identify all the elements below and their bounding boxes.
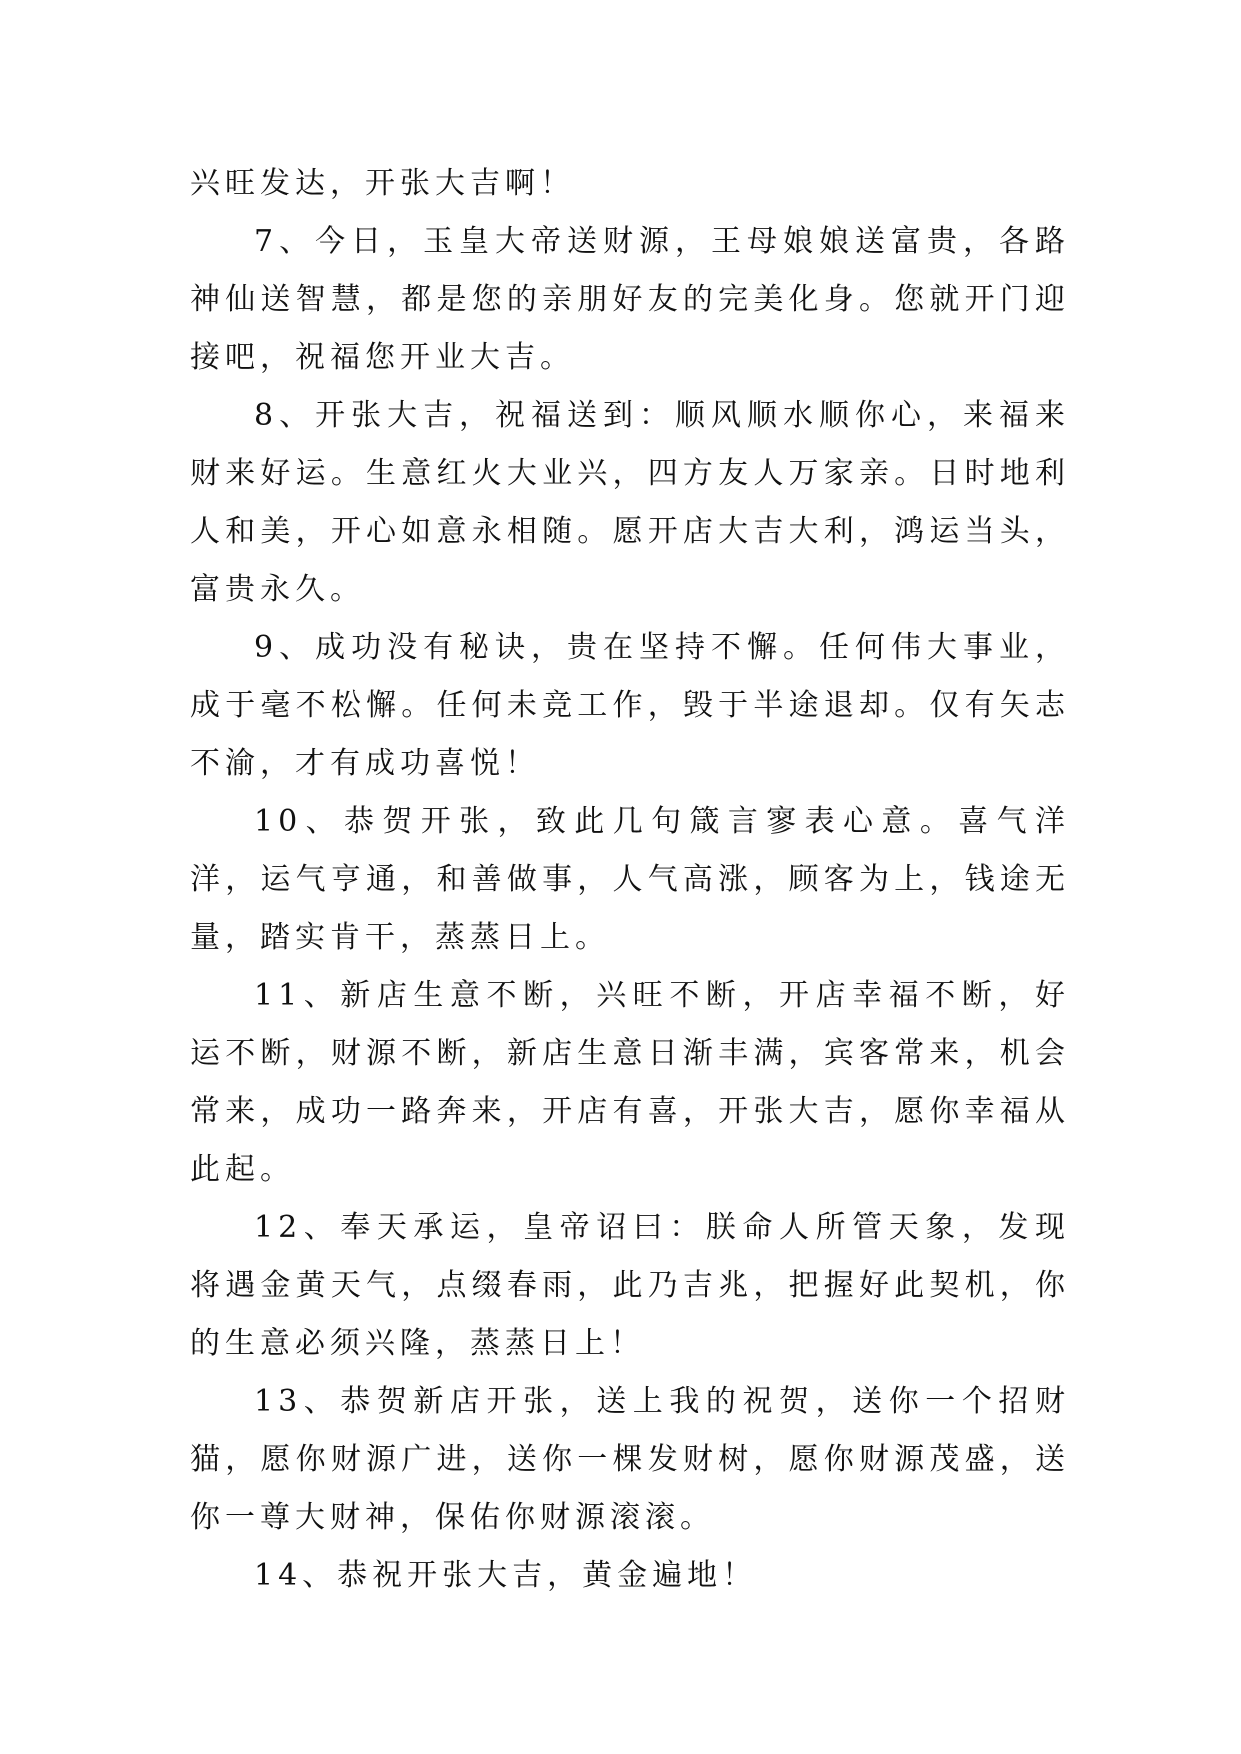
paragraph-item-8: 8、开张大吉，祝福送到：顺风顺水顺你心，来福来财来好运。生意红火大业兴，四方友人万家亲。日时地利人和美，开心如意永相随。愿开店大吉大利，鸿运当头，富贵永久。 <box>190 398 1070 607</box>
paragraph-item-9: 9、成功没有秘诀，贵在坚持不懈。任何伟大事业，成于毫不松懈。任何未竞工作，毁于半途退却。仅有矢志不渝，才有成功喜悦！ <box>190 630 1070 781</box>
paragraph-item-12: 12、奉天承运，皇帝诏曰：朕命人所管天象，发现将遇金黄天气，点缀春雨，此乃吉兆，把握好此契机，你的生意必须兴隆，蒸蒸日上！ <box>190 1210 1070 1361</box>
paragraph-item-10: 10、恭贺开张，致此几句箴言寥表心意。喜气洋洋，运气亨通，和善做事，人气高涨，顾客为上，钱途无量，踏实肯干，蒸蒸日上。 <box>190 804 1070 955</box>
document-body <box>190 155 1070 1605</box>
paragraph-item-14: 14、恭祝开张大吉，黄金遍地！ <box>254 1558 758 1593</box>
paragraph-continuation: 兴旺发达，开张大吉啊！ <box>190 166 575 201</box>
paragraph-item-13: 13、恭贺新店开张，送上我的祝贺，送你一个招财猫，愿你财源广进，送你一棵发财树，愿你财源茂盛，送你一尊大财神，保佑你财源滚滚。 <box>190 1384 1070 1535</box>
paragraph-item-7: 7、今日，玉皇大帝送财源，王母娘娘送富贵，各路神仙送智慧，都是您的亲朋好友的完美化身。您就开门迎接吧，祝福您开业大吉。 <box>190 224 1070 375</box>
paragraph-item-11: 11、新店生意不断，兴旺不断，开店幸福不断，好运不断，财源不断，新店生意日渐丰满，宾客常来，机会常来，成功一路奔来，开店有喜，开张大吉，愿你幸福从此起。 <box>190 978 1070 1187</box>
